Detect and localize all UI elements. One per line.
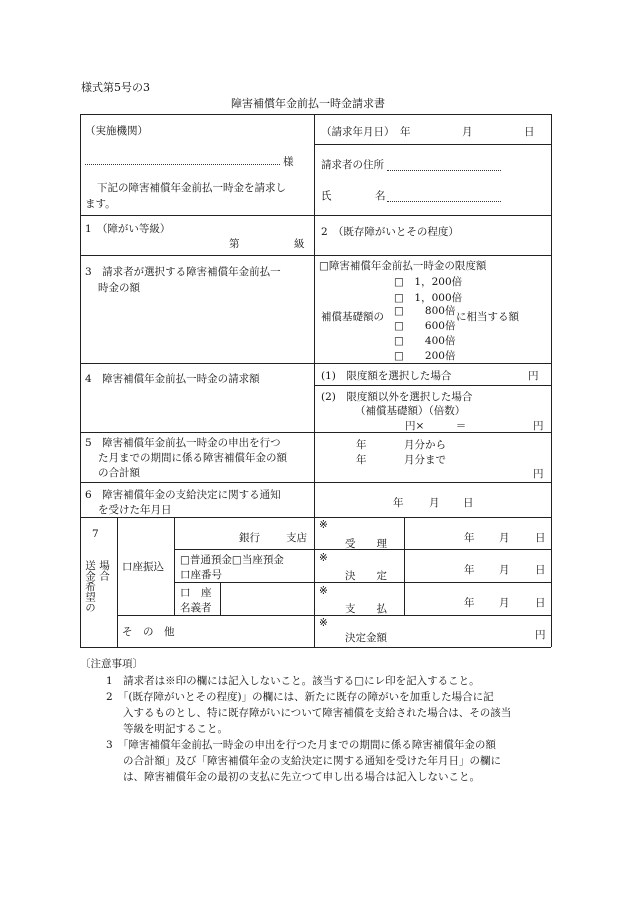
address-label: 請求者の住所 <box>321 159 384 171</box>
institution-field[interactable] <box>85 164 280 165</box>
row4-option2: (2) 限度額以外を選択した場合 <box>321 391 473 403</box>
frame-bottom <box>80 647 551 648</box>
multiple-1000[interactable]: □ 1，000倍 <box>394 292 463 304</box>
note-line: 1 請求者は※印の欄には記入しないこと。該当する□にレ印を記入すること。 <box>106 675 480 687</box>
name-field[interactable] <box>387 201 501 202</box>
note-line: 入するものとし、特に既存障がいについて障害補償を支給された場合は、その該当 <box>123 707 512 719</box>
note-line: は、障害補償年金の最初の支払に先立つて申し出る場合は記入しないこと。 <box>123 771 480 783</box>
remittance-side-label: 送金希望の <box>84 560 96 613</box>
other-label: そ の 他 <box>122 626 175 638</box>
row7-number: 7 <box>92 528 99 540</box>
transfer-label: 口座振込 <box>122 561 164 573</box>
note-line: 2 「(既存障がいとその程度)」の欄には、新たに既存の障がいを加重した場合に記 <box>106 691 494 703</box>
frame-right <box>551 114 552 647</box>
multiple-600[interactable]: □ 600倍 <box>394 320 456 332</box>
frame-top <box>80 114 551 115</box>
deposit-type-options[interactable]: □普通預金□当座預金 <box>180 554 284 566</box>
row4-calc: 円× ＝ <box>405 420 467 432</box>
row4-option1: (1) 限度額を選択した場合 <box>321 370 452 382</box>
notes-heading: 〔注意事項〕 <box>80 658 143 670</box>
sama-label: 様 <box>283 156 294 168</box>
form-number: 様式第5号の3 <box>81 81 150 94</box>
row3-label-line1: 3 請求者が選択する障害補償年金前払一 <box>85 266 281 278</box>
multiple-400[interactable]: □ 400倍 <box>394 335 456 347</box>
frame-left <box>80 114 81 647</box>
multiple-200[interactable]: □ 200倍 <box>394 350 456 362</box>
base-amount-label: 補償基礎額の <box>321 311 384 323</box>
institution-label: （実施機関） <box>85 125 148 137</box>
equivalent-label: に相当する額 <box>456 311 519 323</box>
form-title: 障害補償年金前払一時金請求書 <box>231 97 385 110</box>
row3-label-line2: 時金の額 <box>98 282 140 294</box>
request-text-line2: ます。 <box>85 198 116 210</box>
address-field[interactable] <box>387 170 501 171</box>
disability-grade-label: 1 （障がい等級） <box>85 223 171 235</box>
existing-disability-label: 2 （既存障がいとその程度） <box>321 226 459 238</box>
note-line: の合計額」及び「障害補償年金の支給決定に関する通知を受けた年月日」の欄に <box>123 755 501 767</box>
request-form: 様式第5号の3 障害補償年金前払一時金請求書 （実施機関） 様 下記の障害補償年金前払一時金を請求し ます。 （請求年月日） 年 月 日 請求者の住所 氏 名 1 （障がい等級） 第 級 2 （既存障がいとその程度） 3 請求者が選択する障害補償年金前払一 時金の額 □障害補償年金前払一時金の限度額 補償基礎額の □ 1，200倍 □ 1，000倍 □ 800倍 □ 600倍 □ 400倍 □ 200倍 に相当する額 4 障害補償年金前払一時金の請求額 (1) 限度額を選択した場合 円 (2) 限度額以外を選択した場合 （補償基礎額）（倍数） 円× ＝ 円 5 障害補償年金前払一時金の申出を行つ た月までの期間に係る障害補償年金の額 の合計額 年 月分から 年 月分まで 円 6 障害補償年金の支給決定に関する通知 を受けた年月日 年 月 日 7 送金希望の 場合 口座振込 銀行 支店 □普通預金□当座預金 口座番号 口 座 名義者 そ の 他 ※ 受 理 ※ 決 定 ※ 支 払 ※ 決定金額 年 月 日 年 月 日 年 月 日 円 〔注意事項〕 1 請求者は※印の欄には記入しないこと。該当する□にレ印を記入すること。 2 「(既存障がいとその程度)」の欄には、新たに既存の障がいを加重した場合に記 入するものとし、特に既存障がいについて障害補償を支給された場合は、その該当 等級を明記すること。 3 「障害補償年金前払一時金の申出を行つた月までの期間に係る障害補償年金の額 の合計額」及び「障害補償年金の支給決定に関する通知を受けた年月日」の欄に は、障害補償年金の最初の支払に先立つて申し出る場合は記入しないこと。 <box>0 0 630 903</box>
row4-label: 4 障害補償年金前払一時金の請求額 <box>85 373 260 385</box>
col-split <box>314 114 315 517</box>
request-text-line1: 下記の障害補償年金前払一時金を請求し <box>97 182 286 194</box>
row5-label-line1: 5 障害補償年金前払一時金の申出を行つ <box>85 437 281 449</box>
row6-label-line1: 6 障害補償年金の支給決定に関する通知 <box>85 489 281 501</box>
multiple-1200[interactable]: □ 1，200倍 <box>394 276 463 288</box>
limit-option[interactable]: □障害補償年金前払一時金の限度額 <box>319 260 487 272</box>
multiple-800[interactable]: □ 800倍 <box>394 305 456 317</box>
request-date-label: （請求年月日） <box>321 126 395 138</box>
note-line: 等級を明記すること。 <box>123 723 228 735</box>
note-line: 3 「障害補償年金前払一時金の申出を行つた月までの期間に係る障害補償年金の額 <box>106 739 496 751</box>
